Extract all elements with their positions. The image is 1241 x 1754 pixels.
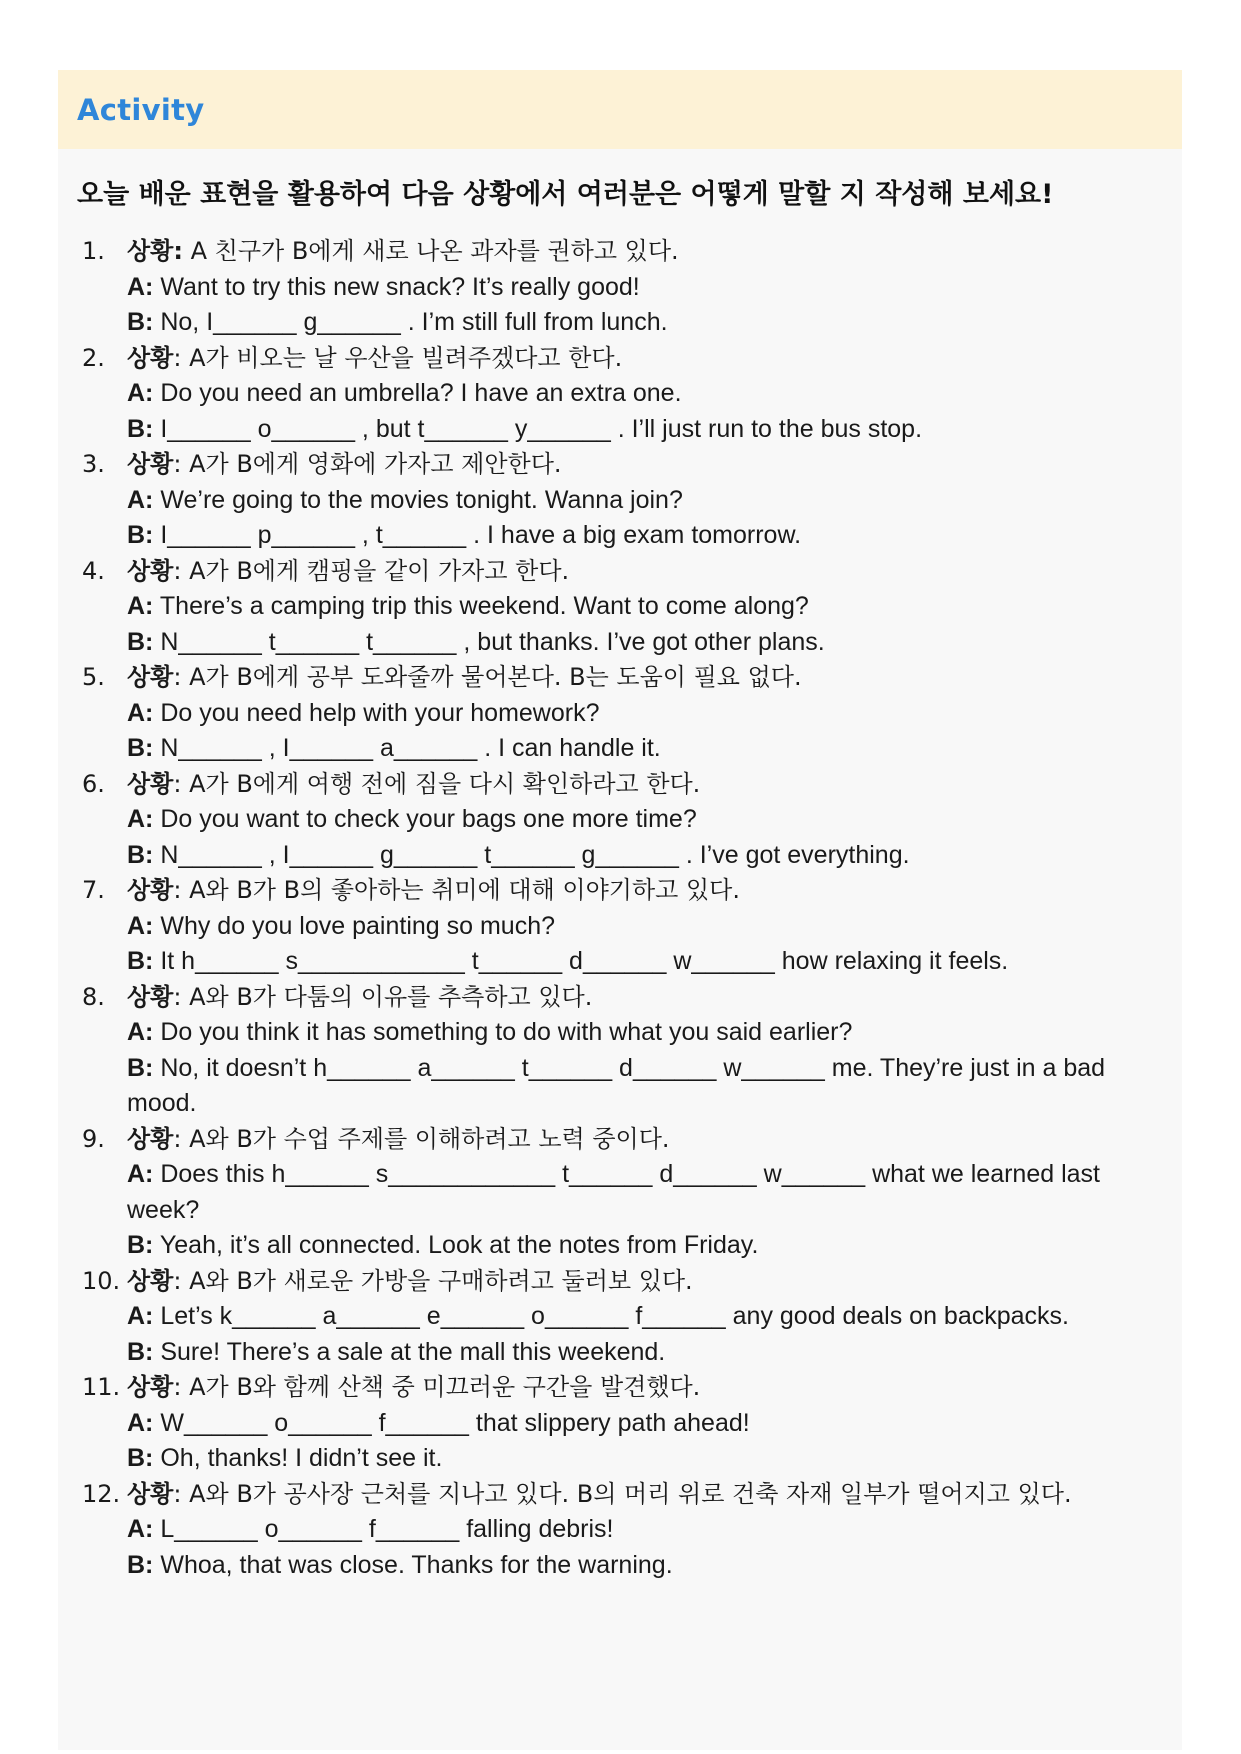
speaker-b-text: No, I______ g______ . I’m still full from lunch. <box>160 308 668 336</box>
speaker-b-text: Sure! There’s a sale at the mall this weekend. <box>160 1337 666 1366</box>
speaker-b-label: B: <box>127 308 154 336</box>
situation-label: 상황 <box>127 450 174 478</box>
situation-text: : A가 B에게 공부 도와줄까 물어본다. B는 도움이 필요 없다. <box>173 663 802 691</box>
speaker-b-line <box>58 625 1182 661</box>
item-number: 5. <box>82 663 105 691</box>
item-number: 2. <box>82 343 105 372</box>
situation-label: 상황 <box>127 1479 174 1508</box>
speaker-a-label: A: <box>127 1408 154 1437</box>
speaker-b-label: B: <box>127 947 154 975</box>
item-number: 1. <box>82 237 105 265</box>
item-number: 6. <box>82 769 105 798</box>
speaker-a-line <box>58 376 1182 412</box>
speaker-b-text: No, it doesn’t h______ a______ t______ d______ w______ me. They’re just in a bad mood. <box>127 1053 1106 1117</box>
speaker-a-label: A: <box>127 379 154 407</box>
speaker-a-line <box>58 1299 1182 1335</box>
situation-label: 상황 <box>127 1124 174 1153</box>
situation-text: : A가 B에게 캠핑을 같이 가자고 한다. <box>173 556 570 585</box>
situation-text: : A가 B와 함께 산책 중 미끄러운 구간을 발견했다. <box>173 1373 701 1401</box>
item-number: 9. <box>82 1124 105 1153</box>
speaker-a-line <box>58 483 1182 519</box>
speaker-a-text: Let’s k______ a______ e______ o______ f______ any good deals on backpacks. <box>160 1302 1069 1330</box>
speaker-a-line <box>58 696 1182 732</box>
situation-text: : A가 B에게 영화에 가자고 제안한다. <box>173 450 562 478</box>
speaker-b-line <box>58 518 1182 554</box>
situation-text: : A와 B가 B의 좋아하는 취미에 대해 이야기하고 있다. <box>173 876 740 904</box>
speaker-a-line <box>58 1157 1182 1228</box>
speaker-b-label: B: <box>127 1550 154 1579</box>
situation-line <box>58 234 1182 270</box>
situation-text: : A와 B가 수업 주제를 이해하려고 노력 중이다. <box>173 1124 670 1153</box>
situation-line <box>58 1370 1182 1406</box>
speaker-a-line <box>58 909 1182 945</box>
speaker-a-text: Why do you love painting so much? <box>160 911 556 940</box>
situation-text: : A와 B가 새로운 가방을 구매하려고 둘러보 있다. <box>173 1266 693 1295</box>
speaker-a-label: A: <box>127 1018 154 1046</box>
exercise-item <box>58 873 1182 980</box>
situation-label: 상황 <box>127 663 174 691</box>
speaker-a-text: W______ o______ f______ that slippery path ahead! <box>160 1408 750 1437</box>
situation-text: : A가 B에게 여행 전에 짐을 다시 확인하라고 한다. <box>173 769 701 798</box>
exercise-item <box>58 234 1182 341</box>
speaker-b-label: B: <box>127 1053 154 1082</box>
item-number: 3. <box>82 450 105 478</box>
situation-line <box>58 1264 1182 1300</box>
situation-text: : A와 B가 다툼의 이유를 추측하고 있다. <box>173 982 593 1011</box>
speaker-b-line <box>58 1335 1182 1371</box>
speaker-b-line <box>58 305 1182 341</box>
situation-text: A 친구가 B에게 새로 나온 과자를 권하고 있다. <box>182 237 679 265</box>
situation-line <box>58 447 1182 483</box>
speaker-b-text: N______ , I______ a______ . I can handle it. <box>160 734 661 762</box>
speaker-b-label: B: <box>127 1231 154 1259</box>
exercise-item <box>58 341 1182 448</box>
exercise-list <box>58 234 1182 1583</box>
situation-label: 상황 <box>127 343 174 372</box>
situation-label: 상황 <box>127 876 174 904</box>
speaker-a-line <box>58 802 1182 838</box>
situation-text: : A와 B가 공사장 근처를 지나고 있다. B의 머리 위로 건축 자재 일부가 떨어지고 있다. <box>173 1479 1072 1508</box>
speaker-a-text: Does this h______ s____________ t______ d______ w______ what we learned last week? <box>127 1160 1100 1224</box>
situation-label: 상황 <box>127 982 174 1011</box>
situation-label: 상황 <box>127 1266 174 1295</box>
item-number: 11. <box>82 1373 121 1401</box>
situation-label: 상황: <box>127 237 183 265</box>
situation-line <box>58 554 1182 590</box>
activity-card <box>58 70 1182 1750</box>
exercise-item <box>58 767 1182 874</box>
speaker-b-line <box>58 838 1182 874</box>
item-number: 8. <box>82 982 105 1011</box>
item-number: 10. <box>82 1266 121 1295</box>
speaker-a-text: Do you need an umbrella? I have an extra one. <box>160 379 682 407</box>
speaker-b-line <box>58 731 1182 767</box>
speaker-a-line <box>58 1512 1182 1548</box>
speaker-a-label: A: <box>127 272 154 301</box>
speaker-a-text: Want to try this new snack? It’s really good! <box>160 272 640 301</box>
speaker-b-text: It h______ s____________ t______ d______ w______ how relaxing it feels. <box>160 947 1009 975</box>
speaker-b-line <box>58 1441 1182 1477</box>
speaker-b-text: N______ t______ t______ , but thanks. I’ve got other plans. <box>160 627 825 656</box>
speaker-b-text: N______ , I______ g______ t______ g______ . I’ve got everything. <box>160 840 910 869</box>
speaker-b-text: I______ o______ , but t______ y______ . I’ll just run to the bus stop. <box>160 414 923 443</box>
speaker-b-line <box>58 1228 1182 1264</box>
speaker-a-line <box>58 1406 1182 1442</box>
speaker-b-label: B: <box>127 734 154 762</box>
speaker-b-label: B: <box>127 627 154 656</box>
situation-label: 상황 <box>127 1373 174 1401</box>
situation-line <box>58 767 1182 803</box>
speaker-a-label: A: <box>127 805 154 833</box>
activity-title: Activity <box>77 92 205 127</box>
exercise-item <box>58 1477 1182 1584</box>
exercise-item <box>58 1122 1182 1264</box>
speaker-b-label: B: <box>127 1337 154 1366</box>
situation-line <box>58 341 1182 377</box>
speaker-a-text: L______ o______ f______ falling debris! <box>160 1515 614 1543</box>
speaker-b-text: Oh, thanks! I didn’t see it. <box>160 1444 443 1472</box>
exercise-item <box>58 447 1182 554</box>
speaker-a-label: A: <box>127 485 154 514</box>
speaker-a-text: There’s a camping trip this weekend. Want to come along? <box>159 592 809 620</box>
speaker-a-line <box>58 270 1182 306</box>
speaker-a-label: A: <box>127 911 154 940</box>
speaker-a-text: Do you need help with your homework? <box>160 698 600 727</box>
speaker-b-label: B: <box>127 521 154 549</box>
speaker-a-text: Do you want to check your bags one more time? <box>160 805 697 833</box>
item-number: 4. <box>82 556 105 585</box>
speaker-b-label: B: <box>127 414 154 443</box>
situation-line <box>58 1477 1182 1513</box>
situation-line <box>58 873 1182 909</box>
speaker-b-text: I______ p______ , t______ . I have a big exam tomorrow. <box>160 521 802 549</box>
speaker-a-text: We’re going to the movies tonight. Wanna join? <box>160 485 683 514</box>
item-number: 7. <box>82 876 105 904</box>
situation-line <box>58 1122 1182 1158</box>
situation-label: 상황 <box>127 556 174 585</box>
speaker-b-line <box>58 1051 1182 1122</box>
speaker-a-line <box>58 1015 1182 1051</box>
exercise-item <box>58 1264 1182 1371</box>
speaker-a-label: A: <box>127 1160 154 1188</box>
speaker-a-label: A: <box>127 1302 154 1330</box>
speaker-a-text: Do you think it has something to do with what you said earlier? <box>160 1018 853 1046</box>
speaker-b-text: Whoa, that was close. Thanks for the warning. <box>160 1550 673 1579</box>
speaker-a-label: A: <box>127 592 154 620</box>
exercise-item <box>58 980 1182 1122</box>
speaker-b-line <box>58 412 1182 448</box>
situation-line <box>58 660 1182 696</box>
instruction-text: 오늘 배운 표현을 활용하여 다음 상황에서 여러분은 어떻게 말할 지 작성해 보세요! <box>77 179 1054 210</box>
situation-line <box>58 980 1182 1016</box>
speaker-b-label: B: <box>127 840 154 869</box>
situation-text: : A가 비오는 날 우산을 빌려주겠다고 한다. <box>173 343 623 372</box>
situation-label: 상황 <box>127 769 174 798</box>
activity-header <box>58 70 1182 149</box>
speaker-a-line <box>58 589 1182 625</box>
speaker-b-label: B: <box>127 1444 154 1472</box>
exercise-item <box>58 554 1182 661</box>
speaker-b-text: Yeah, it’s all connected. Look at the notes from Friday. <box>159 1231 759 1259</box>
item-number: 12. <box>82 1479 121 1508</box>
exercise-item <box>58 1370 1182 1477</box>
speaker-a-label: A: <box>127 698 154 727</box>
speaker-b-line <box>58 944 1182 980</box>
speaker-b-line <box>58 1548 1182 1584</box>
exercise-item <box>58 660 1182 767</box>
speaker-a-label: A: <box>127 1515 154 1543</box>
